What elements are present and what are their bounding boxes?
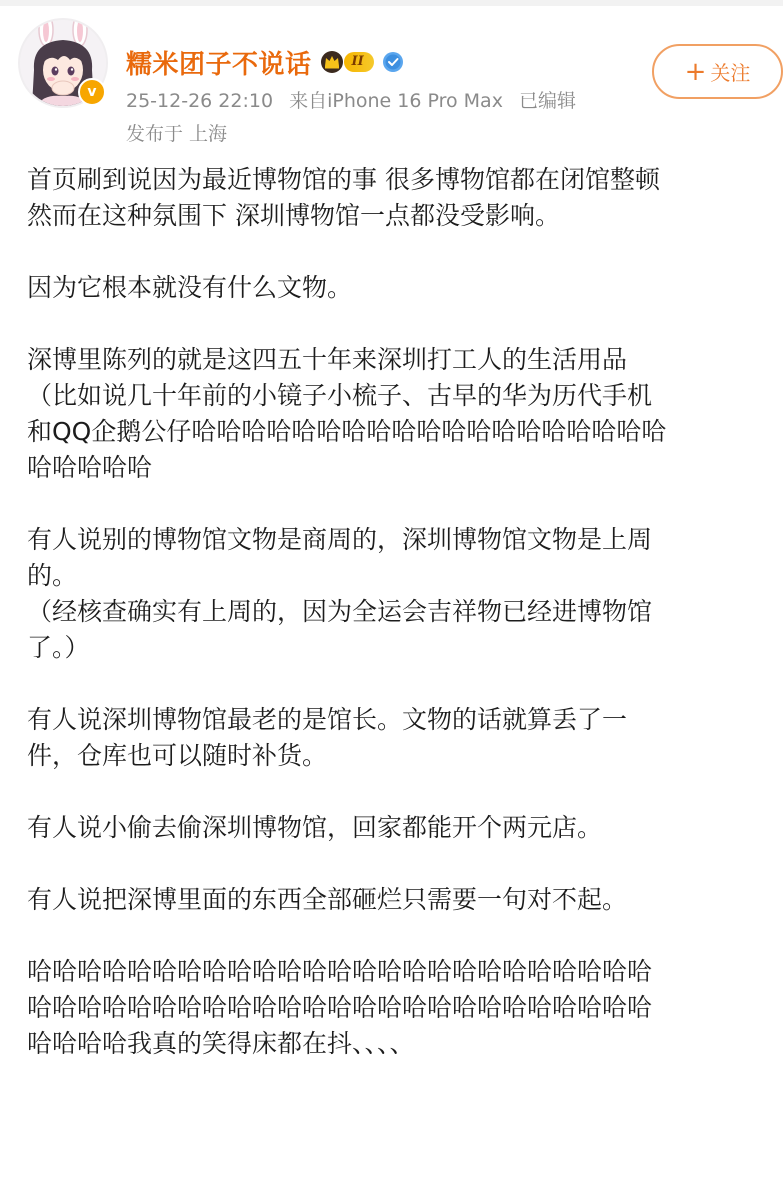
text-line: 的。 — [27, 561, 78, 590]
follow-button[interactable] — [652, 44, 783, 99]
text-line: 和QQ企鹅公仔哈哈哈哈哈哈哈哈哈哈哈哈哈哈哈哈哈哈哈 — [27, 417, 667, 446]
post-location: 发布于 上海 — [126, 123, 228, 145]
post-header — [0, 6, 783, 146]
paragraph — [27, 882, 747, 918]
edited-label[interactable]: 已编辑 — [519, 90, 577, 112]
text-line: 深博里陈列的就是这四五十年来深圳打工人的生活用品 — [27, 345, 628, 374]
paragraph — [27, 810, 747, 846]
text-line: 首页刷到说因为最近博物馆的事 很多博物馆都在闭馆整顿 — [27, 165, 660, 194]
text-line: 有人说小偷去偷深圳博物馆，回家都能开个两元店。 — [27, 813, 603, 842]
verified-v-badge-icon: v — [78, 78, 106, 106]
text-line: 有人说别的博物馆文物是商周的，深圳博物馆文物是上周 — [27, 525, 653, 554]
author-name-row — [126, 44, 404, 80]
avatar[interactable] — [18, 18, 108, 108]
post-timestamp: 25-12-26 22:10 — [126, 90, 274, 112]
paragraph — [27, 162, 747, 234]
paragraph — [27, 270, 747, 306]
text-line: 了。） — [27, 633, 90, 662]
post-meta — [126, 86, 576, 113]
text-line: 哈哈哈哈哈哈哈哈哈哈哈哈哈哈哈哈哈哈哈哈哈哈哈哈哈 — [27, 993, 653, 1022]
vip-level-badge[interactable] — [320, 50, 374, 74]
verified-shield-icon — [382, 51, 404, 73]
level-label: II — [344, 52, 374, 72]
plus-icon: + — [684, 56, 707, 87]
post-source: 来自iPhone 16 Pro Max — [289, 90, 503, 112]
text-line: 哈哈哈哈哈 — [27, 453, 153, 482]
paragraph — [27, 954, 747, 1062]
paragraph — [27, 702, 747, 774]
text-line: 件，仓库也可以随时补货。 — [27, 741, 328, 770]
text-line: （比如说几十年前的小镜子小梳子、古早的华为历代手机 — [27, 381, 653, 410]
username[interactable]: 糯米团子不说话 — [126, 49, 312, 80]
paragraph — [27, 522, 747, 666]
text-line: 然而在这种氛围下 深圳博物馆一点都没受影响。 — [27, 201, 560, 230]
follow-label: 关注 — [710, 61, 751, 85]
text-line: （经核查确实有上周的，因为全运会吉祥物已经进博物馆 — [27, 597, 653, 626]
text-line: 哈哈哈哈哈哈哈哈哈哈哈哈哈哈哈哈哈哈哈哈哈哈哈哈哈 — [27, 957, 653, 986]
text-line: 哈哈哈哈我真的笑得床都在抖、、、、 — [27, 1029, 415, 1058]
text-line: 有人说把深博里面的东西全部砸烂只需要一句对不起。 — [27, 885, 628, 914]
post-body — [27, 162, 747, 1098]
text-line: 有人说深圳博物馆最老的是馆长。文物的话就算丢了一 — [27, 705, 628, 734]
text-line: 因为它根本就没有什么文物。 — [27, 273, 353, 302]
paragraph — [27, 342, 747, 486]
